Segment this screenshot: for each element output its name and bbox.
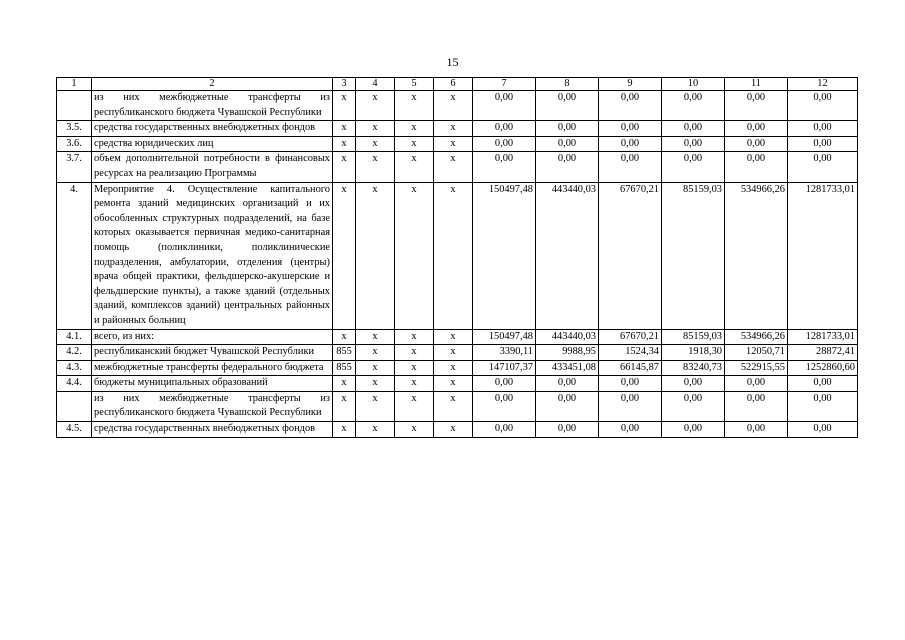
row-description: всего, из них: (92, 329, 333, 345)
cell-value: 0,00 (536, 136, 599, 152)
cell-value: 0,00 (536, 152, 599, 182)
cell-code: x (434, 136, 473, 152)
row-description: из них межбюджетные трансферты из республиканского бюджета Чувашской Республики (92, 91, 333, 121)
cell-code: x (434, 345, 473, 361)
table-row (57, 91, 858, 121)
table-row (57, 345, 858, 361)
column-header: 4 (356, 78, 395, 91)
table-row (57, 376, 858, 392)
row-description: межбюджетные трансферты федерального бюджета (92, 360, 333, 376)
cell-code: x (356, 121, 395, 137)
cell-value: 0,00 (473, 391, 536, 421)
row-number: 3.7. (57, 152, 92, 182)
column-header: 6 (434, 78, 473, 91)
cell-value: 0,00 (473, 91, 536, 121)
cell-value: 150497,48 (473, 329, 536, 345)
cell-value: 0,00 (536, 391, 599, 421)
table-row (57, 136, 858, 152)
cell-value: 1918,30 (662, 345, 725, 361)
row-number: 3.5. (57, 121, 92, 137)
cell-value: 0,00 (788, 136, 858, 152)
cell-value: 443440,03 (536, 182, 599, 329)
cell-code: x (356, 136, 395, 152)
cell-value: 0,00 (473, 422, 536, 438)
cell-value: 433451,08 (536, 360, 599, 376)
row-number: 4.4. (57, 376, 92, 392)
cell-value: 0,00 (725, 422, 788, 438)
row-description: из них межбюджетные трансферты из республиканского бюджета Чувашской Республики (92, 391, 333, 421)
row-number: 4. (57, 182, 92, 329)
cell-code: x (395, 329, 434, 345)
cell-value: 0,00 (788, 376, 858, 392)
cell-code: x (356, 345, 395, 361)
cell-code: x (356, 422, 395, 438)
cell-code: x (395, 376, 434, 392)
cell-value: 12050,71 (725, 345, 788, 361)
column-header: 10 (662, 78, 725, 91)
page-number: 15 (446, 55, 459, 69)
cell-value: 0,00 (725, 136, 788, 152)
table-row (57, 360, 858, 376)
cell-code: x (356, 91, 395, 121)
cell-value: 0,00 (473, 136, 536, 152)
row-description: Мероприятие 4. Осуществление капитального ремонта зданий медицинских организаций и их обособленных структурных подразделений, на базе которых оказывается первичная медико-санитарная помощь (поликлиники, поликлинические подразделения, амбулатории, отделения (центры) врача общей практики, фельдшерско-акушерские и фельдшерские пункты), а также зданий (отдельных зданий, комплексов зданий) центральных районных и районных больниц (92, 182, 333, 329)
cell-value: 28872,41 (788, 345, 858, 361)
cell-value: 0,00 (662, 376, 725, 392)
column-header: 1 (57, 78, 92, 91)
cell-code: x (434, 376, 473, 392)
cell-value: 0,00 (725, 376, 788, 392)
cell-code: x (395, 391, 434, 421)
row-number: 4.1. (57, 329, 92, 345)
column-header: 7 (473, 78, 536, 91)
cell-value: 0,00 (788, 391, 858, 421)
cell-code: x (356, 376, 395, 392)
cell-value: 0,00 (662, 136, 725, 152)
cell-value: 85159,03 (662, 329, 725, 345)
column-header: 2 (92, 78, 333, 91)
cell-code: x (434, 422, 473, 438)
cell-value: 0,00 (599, 121, 662, 137)
cell-value: 150497,48 (473, 182, 536, 329)
cell-value: 0,00 (725, 152, 788, 182)
cell-value: 534966,26 (725, 329, 788, 345)
cell-value: 1281733,01 (788, 182, 858, 329)
column-header: 8 (536, 78, 599, 91)
cell-code: x (395, 91, 434, 121)
column-header: 12 (788, 78, 858, 91)
cell-code: x (434, 182, 473, 329)
row-number: 4.2. (57, 345, 92, 361)
cell-value: 67670,21 (599, 329, 662, 345)
cell-value: 0,00 (599, 136, 662, 152)
cell-value: 9988,95 (536, 345, 599, 361)
cell-value: 0,00 (536, 376, 599, 392)
cell-code: x (395, 360, 434, 376)
cell-value: 147107,37 (473, 360, 536, 376)
cell-value: 0,00 (788, 152, 858, 182)
cell-code: x (333, 182, 356, 329)
cell-code: x (333, 376, 356, 392)
column-header: 9 (599, 78, 662, 91)
cell-code: x (356, 182, 395, 329)
cell-value: 0,00 (725, 121, 788, 137)
column-header: 3 (333, 78, 356, 91)
column-header: 11 (725, 78, 788, 91)
cell-code: x (395, 182, 434, 329)
cell-code: x (434, 360, 473, 376)
cell-value: 0,00 (536, 91, 599, 121)
row-description: средства государственных внебюджетных фондов (92, 422, 333, 438)
cell-value: 1281733,01 (788, 329, 858, 345)
row-description: республиканский бюджет Чувашской Республики (92, 345, 333, 361)
cell-value: 0,00 (662, 91, 725, 121)
table-row (57, 182, 858, 329)
cell-code: x (434, 152, 473, 182)
cell-value: 0,00 (473, 121, 536, 137)
cell-code: x (434, 91, 473, 121)
cell-value: 3390,11 (473, 345, 536, 361)
cell-value: 0,00 (599, 391, 662, 421)
cell-value: 0,00 (473, 376, 536, 392)
cell-value: 0,00 (662, 391, 725, 421)
cell-value: 0,00 (662, 121, 725, 137)
table-row (57, 391, 858, 421)
cell-code: x (333, 391, 356, 421)
table-row (57, 121, 858, 137)
cell-value: 0,00 (725, 91, 788, 121)
cell-value: 0,00 (725, 391, 788, 421)
table-row (57, 422, 858, 438)
table-header-row (57, 78, 858, 91)
cell-code: x (434, 121, 473, 137)
cell-code: x (356, 152, 395, 182)
row-number: 4.5. (57, 422, 92, 438)
row-description: бюджеты муниципальных образований (92, 376, 333, 392)
column-header: 5 (395, 78, 434, 91)
budget-table (56, 77, 858, 438)
cell-code: x (333, 329, 356, 345)
cell-value: 1252860,60 (788, 360, 858, 376)
cell-code: x (395, 422, 434, 438)
cell-code: x (333, 136, 356, 152)
cell-value: 0,00 (788, 91, 858, 121)
cell-value: 522915,55 (725, 360, 788, 376)
cell-value: 0,00 (599, 91, 662, 121)
cell-value: 0,00 (788, 422, 858, 438)
cell-code: x (395, 136, 434, 152)
row-number: 4.3. (57, 360, 92, 376)
cell-value: 85159,03 (662, 182, 725, 329)
cell-value: 1524,34 (599, 345, 662, 361)
cell-value: 66145,87 (599, 360, 662, 376)
cell-value: 0,00 (662, 152, 725, 182)
cell-code: x (434, 329, 473, 345)
cell-code: x (395, 152, 434, 182)
row-description: объем дополнительной потребности в финансовых ресурсах на реализацию Программы (92, 152, 333, 182)
row-description: средства юридических лиц (92, 136, 333, 152)
row-number (57, 391, 92, 421)
cell-code: 855 (333, 345, 356, 361)
cell-value: 0,00 (599, 152, 662, 182)
cell-value: 443440,03 (536, 329, 599, 345)
cell-value: 0,00 (788, 121, 858, 137)
table-row (57, 329, 858, 345)
cell-value: 534966,26 (725, 182, 788, 329)
row-description: средства государственных внебюджетных фондов (92, 121, 333, 137)
cell-code: x (333, 91, 356, 121)
cell-value: 0,00 (599, 422, 662, 438)
cell-code: x (434, 391, 473, 421)
cell-code: x (333, 422, 356, 438)
cell-value: 67670,21 (599, 182, 662, 329)
table-row (57, 152, 858, 182)
cell-code: x (333, 121, 356, 137)
row-number: 3.6. (57, 136, 92, 152)
cell-code: x (356, 391, 395, 421)
cell-value: 0,00 (536, 121, 599, 137)
cell-code: x (395, 345, 434, 361)
cell-value: 0,00 (536, 422, 599, 438)
cell-value: 0,00 (662, 422, 725, 438)
cell-code: x (333, 152, 356, 182)
cell-value: 0,00 (473, 152, 536, 182)
cell-code: 855 (333, 360, 356, 376)
cell-value: 0,00 (599, 376, 662, 392)
cell-code: x (395, 121, 434, 137)
cell-value: 83240,73 (662, 360, 725, 376)
row-number (57, 91, 92, 121)
cell-code: x (356, 329, 395, 345)
cell-code: x (356, 360, 395, 376)
